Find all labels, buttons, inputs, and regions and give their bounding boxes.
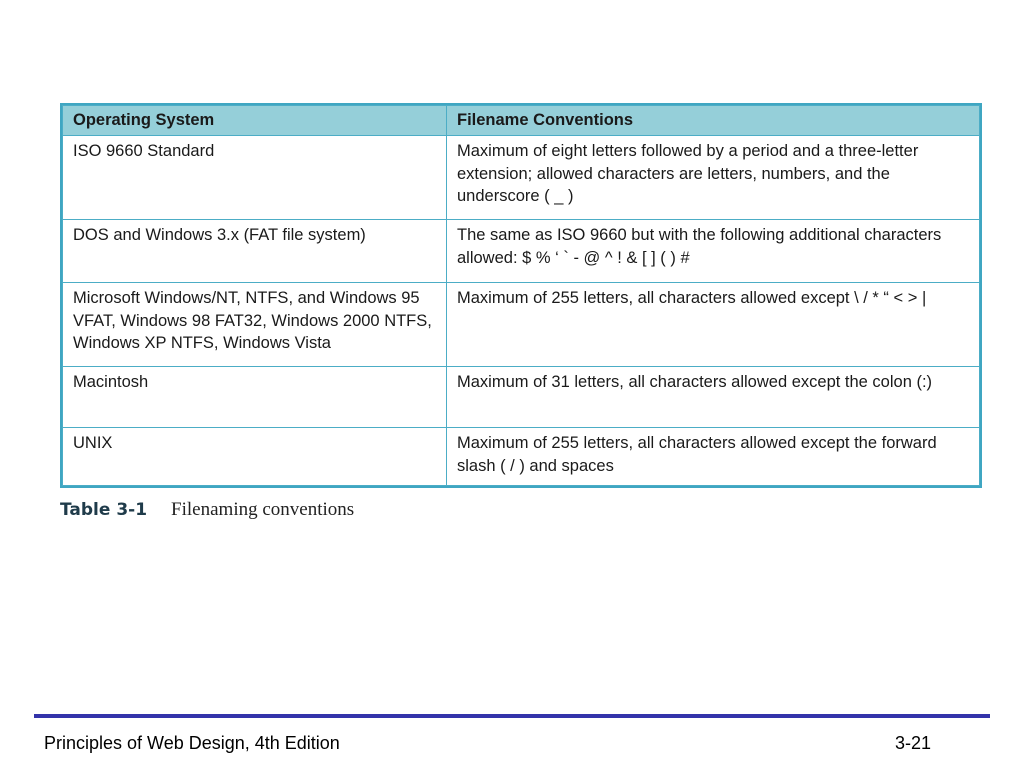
- os-cell: Microsoft Windows/NT, NTFS, and Windows 95 VFAT, Windows 98 FAT32, Windows 2000 NTFS, Windows XP NTFS, Windows Vista: [63, 283, 447, 367]
- footer-divider: [34, 714, 990, 718]
- convention-cell: Maximum of 31 letters, all characters allowed except the colon (:): [447, 367, 980, 428]
- os-cell: UNIX: [63, 428, 447, 486]
- os-cell: DOS and Windows 3.x (FAT file system): [63, 220, 447, 283]
- caption-label: Table 3-1: [60, 500, 148, 520]
- table-row: [63, 136, 980, 220]
- footer-title: Principles of Web Design, 4th Edition: [44, 733, 340, 753]
- caption-text: Filenaming conventions: [171, 499, 355, 520]
- table-row: [63, 428, 980, 486]
- header-operating-system: Operating System: [63, 106, 447, 136]
- header-filename-conventions: Filename Conventions: [447, 106, 980, 136]
- table-row: [63, 367, 980, 428]
- convention-cell: Maximum of 255 letters, all characters allowed except the forward slash ( / ) and spaces: [447, 428, 980, 486]
- os-cell: Macintosh: [63, 367, 447, 428]
- convention-cell: Maximum of eight letters followed by a period and a three-letter extension; allowed characters are letters, numbers, and the underscore ( _ ): [447, 136, 980, 220]
- page-number: 3-21: [895, 733, 932, 753]
- conventions-table-grid: [62, 105, 980, 486]
- table-row: [63, 220, 980, 283]
- convention-cell: The same as ISO 9660 but with the following additional characters allowed: $ % ‘ ` - @ ^ ! & [ ] ( ) #: [447, 220, 980, 283]
- table-row: [63, 283, 980, 367]
- table-header-row: [63, 106, 980, 136]
- table-caption: [60, 499, 354, 523]
- conventions-table: [60, 103, 982, 488]
- os-cell: ISO 9660 Standard: [63, 136, 447, 220]
- convention-cell: Maximum of 255 letters, all characters allowed except \ / * “ < > |: [447, 283, 980, 367]
